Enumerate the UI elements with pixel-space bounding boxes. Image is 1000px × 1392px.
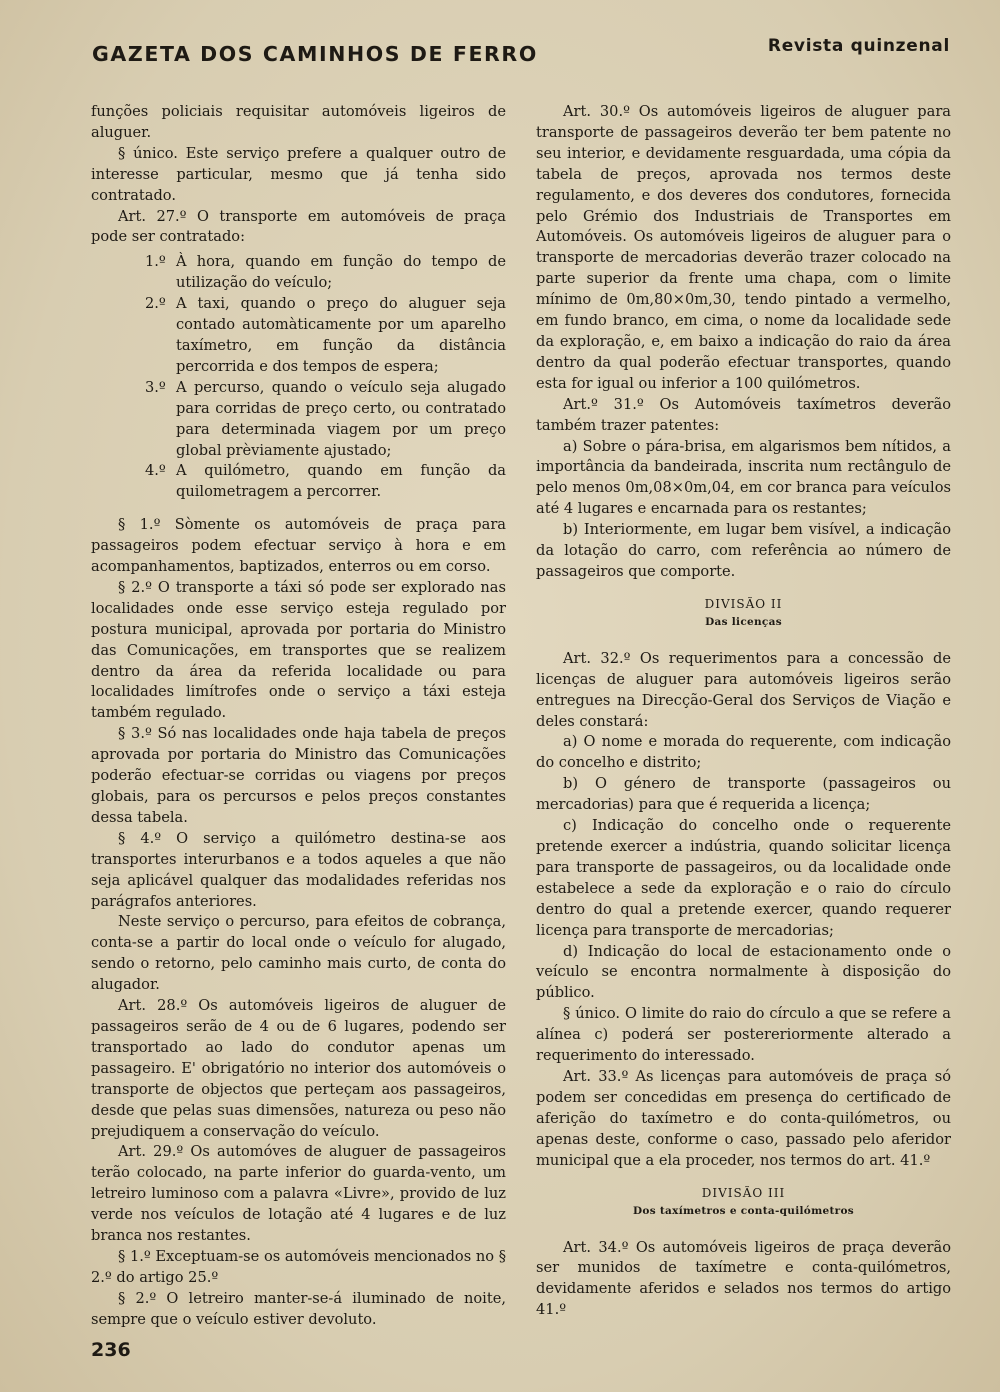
publication-subtitle: Revista quinzenal bbox=[767, 36, 950, 56]
paragraph: Art. 32.º Os requerimentos para a concessão de licenças de aluguer para automóveis ligeiros serão entregues na Direcção-Geral dos Serviços de Viação e deles constará: bbox=[536, 649, 951, 730]
division-heading: DIVISÃO III bbox=[701, 1185, 786, 1200]
paragraph: § 1.º Exceptuam-se os automóveis mencionados no § 2.º do artigo 25.º bbox=[91, 1247, 506, 1286]
article-27-list bbox=[91, 252, 506, 503]
page-number: 236 bbox=[91, 1339, 131, 1361]
list-item-text: À hora, quando em função do tempo de utilização do veículo; bbox=[176, 253, 506, 292]
list-item-text: A percurso, quando o veículo seja alugado para corridas de preço certo, ou contratado para determinada viagem por um preço global prèviamente ajustado; bbox=[176, 378, 506, 459]
paragraph: § 1.º Sòmente os automóveis de praça para passageiros podem efectuar serviço à hora e em acompanhamentos, baptizados, enterros ou em corso. bbox=[91, 516, 506, 576]
paragraph: a) Sobre o pára-brisa, em algarismos bem nítidos, a importância da bandeirada, inscrita num rectângulo de pelo menos 0m,08×0m,04, em cor branca para veículos até 4 lugares e encarnada para os restantes; bbox=[536, 437, 951, 518]
division-heading: DIVISÃO II bbox=[704, 596, 783, 611]
paragraph: b) O género de transporte (passageiros ou mercadorias) para que é requerida a licença; bbox=[536, 775, 951, 814]
paragraph: Art. 33.º As licenças para automóveis de praça só podem ser concedidas em presença do certificado de aferição do taxímetro e do conta-quilómetros, ou apenas deste, conforme o caso, passado pelo aferidor municipal que a ela proceder, nos termos do art. 41.º bbox=[536, 1067, 951, 1169]
paragraph: § 2.º O letreiro manter-se-á iluminado de noite, sempre que o veículo estiver devoluto. bbox=[91, 1289, 506, 1328]
right-column bbox=[536, 102, 951, 1321]
paragraph: d) Indicação do local de estacionamento onde o veículo se encontra normalmente à disposição do público. bbox=[536, 942, 951, 1002]
paragraph: § 2.º O transporte a táxi só pode ser explorado nas localidades onde esse serviço esteja regulado por postura municipal, aprovada por portaria do Ministro das Comunicações, em transportes que se realizem dentro da área da referida localidade ou para localidades limítrofes onde o serviço a táxi esteja também regulado. bbox=[91, 578, 506, 722]
list-item bbox=[91, 378, 506, 462]
list-item bbox=[91, 252, 506, 294]
paragraph: § único. O limite do raio do círculo a que se refere a alínea c) poderá ser postereriormente alterado a requerimento do interessado. bbox=[536, 1005, 951, 1065]
paragraph: § 3.º Só nas localidades onde haja tabela de preços aprovada por portaria do Ministro das Comunicações poderão efectuar-se corridas ou viagens por preços globais, para os percursos e pelos preços constantes dessa tabela. bbox=[91, 725, 506, 826]
paragraph: Art. 27.º O transporte em automóveis de praça pode ser contratado: bbox=[91, 207, 506, 246]
list-item-number: 3.º bbox=[145, 378, 166, 396]
left-column bbox=[91, 102, 506, 1331]
list-item bbox=[91, 294, 506, 378]
paragraph: Art. 28.º Os automóveis ligeiros de aluguer de passageiros serão de 4 ou de 6 lugares, podendo ser transportado ao lado do condutor apenas um passageiro. E' obrigatório no interior dos automóveis o transporte de objectos que perteçam aos passageiros, desde que pelas suas dimensões, natureza ou peso não prejudiquem a conservação do veículo. bbox=[91, 997, 506, 1140]
page-header bbox=[92, 36, 950, 76]
paragraph: Art. 34.º Os automóveis ligeiros de praça deverão ser munidos de taxímetre e conta-quilómetros, devidamente aferidos e selados nos termos do artigo 41.º bbox=[536, 1238, 951, 1319]
paragraph: a) O nome e morada do requerente, com indicação do concelho e distrito; bbox=[536, 733, 951, 772]
paragraph: § 4.º O serviço a quilómetro destina-se aos transportes interurbanos e a todos aqueles a que não seja aplicável qualquer das modalidades referidas nos parágrafos anteriores. bbox=[91, 829, 506, 910]
division-subheading: Dos taxímetros e conta-quilómetros bbox=[633, 1204, 854, 1217]
list-item-text: A taxi, quando o preço do aluguer seja contado automàticamente por um aparelho taxímetro, em função da distância percorrida e dos tempos de espera; bbox=[176, 295, 506, 375]
list-item-text: A quilómetro, quando em função da quilometragem a percorrer. bbox=[176, 462, 506, 501]
list-item-number: 2.º bbox=[145, 295, 166, 313]
paragraph: b) Interiormente, em lugar bem visível, a indicação da lotação do carro, com referência ao número de passageiros que comporte. bbox=[536, 521, 951, 580]
list-item-number: 4.º bbox=[145, 462, 166, 480]
list-item-number: 1.º bbox=[145, 253, 166, 271]
list-item bbox=[91, 461, 506, 503]
paragraph: Art. 29.º Os automóves de aluguer de passageiros terão colocado, na parte inferior do guarda-vento, um letreiro luminoso com a palavra «Livre», provido de luz verde nos veículos de lotação até 4 lugares e de luz branca nos restantes. bbox=[91, 1143, 506, 1245]
paragraph: Art.º 31.º Os Automóveis taxímetros deverão também trazer patentes: bbox=[536, 395, 951, 434]
paragraph: Neste serviço o percurso, para efeitos de cobrança, conta-se a partir do local onde o veículo for alugado, sendo o retorno, pelo caminho mais curto, de conta do alugador. bbox=[91, 913, 506, 994]
paragraph: funções policiais requisitar automóveis ligeiros de aluguer. bbox=[91, 103, 506, 141]
division-subheading: Das licenças bbox=[705, 615, 782, 628]
paragraph: Art. 30.º Os automóveis ligeiros de aluguer para transporte de passageiros deverão ter bem patente no seu interior, e devidamente resguardada, uma cópia da tabela de preços, aprovada nos termos deste regulamento, e dos deveres dos condutores, fornecida pelo Grémio dos Industriais de Transportes em Automóveis. Os automóveis ligeiros de aluguer para o transporte de mercadorias deverão trazer colocado na parte superior da frente uma chapa, com o limite mínimo de 0m,80×0m,30, tendo pintado a vermelho, em fundo branco, em cima, o nome da localidade sede da exploração, e, em baixo a indicação do raio da área dentro da qual poderão efectuar transportes, quando esta for igual ou inferior a 100 quilómetros. bbox=[536, 103, 951, 392]
paragraph: § único. Este serviço prefere a qualquer outro de interesse particular, mesmo que já tenha sido contratado. bbox=[91, 144, 506, 204]
publication-title: GAZETA DOS CAMINHOS DE FERRO bbox=[92, 42, 538, 66]
paragraph: c) Indicação do concelho onde o requerente pretende exercer a indústria, quando solicitar licença para transporte de passageiros, ou da localidade onde estabelece a sede da exploração e o raio do círculo dentro do qual a pretende exercer, quando requerer licença para transporte de mercadorias; bbox=[536, 817, 951, 939]
